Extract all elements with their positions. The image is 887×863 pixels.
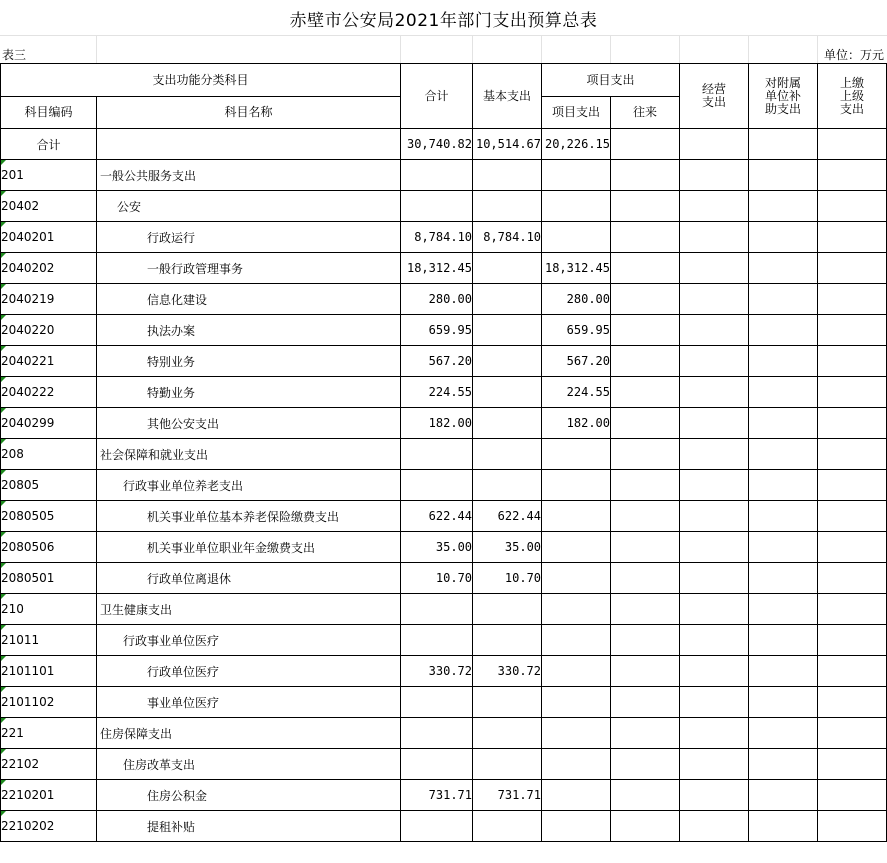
row-code: 21011 — [1, 625, 97, 656]
row-business — [680, 408, 749, 439]
row-transfer — [611, 160, 680, 191]
header-business-text: 经营支出 — [702, 82, 727, 109]
row-transfer — [611, 377, 680, 408]
row-code: 201 — [1, 160, 97, 191]
row-basic: 622.44 — [473, 501, 542, 532]
summary-upper — [818, 129, 887, 160]
row-total: 224.55 — [401, 377, 473, 408]
header-subsidy-text: 对附属单位补助支出 — [765, 75, 802, 116]
row-basic — [473, 687, 542, 718]
row-business — [680, 780, 749, 811]
row-project — [542, 501, 611, 532]
summary-row — [1, 129, 887, 160]
row-subsidy — [749, 470, 818, 501]
row-business — [680, 811, 749, 842]
row-name: 信息化建设 — [97, 284, 401, 315]
row-total: 659.95 — [401, 315, 473, 346]
row-subsidy — [749, 594, 818, 625]
row-subsidy — [749, 191, 818, 222]
row-upper — [818, 532, 887, 563]
row-upper — [818, 377, 887, 408]
row-total — [401, 718, 473, 749]
summary-name-cell — [97, 129, 401, 160]
row-business — [680, 625, 749, 656]
row-project: 280.00 — [542, 284, 611, 315]
row-business — [680, 439, 749, 470]
row-code: 210 — [1, 594, 97, 625]
table-row — [1, 408, 887, 439]
row-transfer — [611, 439, 680, 470]
row-code: 2040220 — [1, 315, 97, 346]
row-total: 567.20 — [401, 346, 473, 377]
row-total — [401, 191, 473, 222]
row-project: 224.55 — [542, 377, 611, 408]
table-row — [1, 315, 887, 346]
row-basic — [473, 625, 542, 656]
header-project-group: 项目支出 — [542, 64, 680, 97]
row-upper — [818, 780, 887, 811]
row-total: 731.71 — [401, 780, 473, 811]
row-transfer — [611, 346, 680, 377]
row-business — [680, 160, 749, 191]
row-basic — [473, 594, 542, 625]
table-label: 表三 — [2, 48, 27, 62]
row-subsidy — [749, 284, 818, 315]
grid-line — [748, 36, 749, 64]
row-total — [401, 625, 473, 656]
summary-project: 20,226.15 — [542, 129, 611, 160]
row-project — [542, 687, 611, 718]
table-row — [1, 811, 887, 842]
row-basic — [473, 191, 542, 222]
row-name: 其他公安支出 — [97, 408, 401, 439]
row-project — [542, 780, 611, 811]
row-basic — [473, 470, 542, 501]
row-subsidy — [749, 656, 818, 687]
row-transfer — [611, 501, 680, 532]
row-total — [401, 687, 473, 718]
table-row — [1, 532, 887, 563]
row-business — [680, 563, 749, 594]
row-project — [542, 718, 611, 749]
row-name: 社会保障和就业支出 — [97, 439, 401, 470]
row-name: 住房保障支出 — [97, 718, 401, 749]
row-transfer — [611, 284, 680, 315]
row-name: 提租补贴 — [97, 811, 401, 842]
row-subsidy — [749, 160, 818, 191]
row-name: 行政运行 — [97, 222, 401, 253]
row-name: 行政单位医疗 — [97, 656, 401, 687]
summary-transfer — [611, 129, 680, 160]
row-subsidy — [749, 253, 818, 284]
row-basic — [473, 718, 542, 749]
row-basic — [473, 439, 542, 470]
table-row — [1, 222, 887, 253]
row-business — [680, 284, 749, 315]
row-project: 18,312.45 — [542, 253, 611, 284]
row-business — [680, 253, 749, 284]
row-name: 卫生健康支出 — [97, 594, 401, 625]
grid-line — [817, 36, 818, 64]
row-subsidy — [749, 563, 818, 594]
row-basic: 10.70 — [473, 563, 542, 594]
row-total: 622.44 — [401, 501, 473, 532]
row-transfer — [611, 625, 680, 656]
row-subsidy — [749, 315, 818, 346]
table-row — [1, 439, 887, 470]
table-row — [1, 656, 887, 687]
row-upper — [818, 811, 887, 842]
row-transfer — [611, 594, 680, 625]
row-business — [680, 656, 749, 687]
row-name: 行政单位离退休 — [97, 563, 401, 594]
row-basic — [473, 160, 542, 191]
header-upper — [818, 64, 887, 129]
table-row — [1, 718, 887, 749]
row-project — [542, 563, 611, 594]
row-business — [680, 532, 749, 563]
row-upper — [818, 439, 887, 470]
row-transfer — [611, 408, 680, 439]
row-business — [680, 346, 749, 377]
row-total: 280.00 — [401, 284, 473, 315]
row-upper — [818, 687, 887, 718]
row-code: 2101101 — [1, 656, 97, 687]
row-upper — [818, 749, 887, 780]
grid-line — [472, 36, 473, 64]
row-basic — [473, 811, 542, 842]
row-code: 221 — [1, 718, 97, 749]
row-project — [542, 594, 611, 625]
table-row — [1, 284, 887, 315]
header-transfer: 往来 — [611, 97, 680, 129]
header-basic: 基本支出 — [473, 64, 542, 129]
row-business — [680, 191, 749, 222]
row-project — [542, 222, 611, 253]
row-total: 18,312.45 — [401, 253, 473, 284]
row-code: 2040222 — [1, 377, 97, 408]
row-project — [542, 749, 611, 780]
row-code: 2040201 — [1, 222, 97, 253]
row-project: 659.95 — [542, 315, 611, 346]
row-code: 2210202 — [1, 811, 97, 842]
row-basic — [473, 749, 542, 780]
summary-subsidy — [749, 129, 818, 160]
row-name: 特别业务 — [97, 346, 401, 377]
table-body — [1, 129, 887, 842]
grid-line — [400, 36, 401, 64]
header-name: 科目名称 — [97, 97, 401, 129]
row-code: 2080505 — [1, 501, 97, 532]
row-business — [680, 749, 749, 780]
row-code: 2040299 — [1, 408, 97, 439]
row-name: 行政事业单位医疗 — [97, 625, 401, 656]
row-upper — [818, 563, 887, 594]
row-total — [401, 594, 473, 625]
row-upper — [818, 501, 887, 532]
row-project — [542, 656, 611, 687]
row-subsidy — [749, 811, 818, 842]
summary-basic: 10,514.67 — [473, 129, 542, 160]
row-project: 567.20 — [542, 346, 611, 377]
row-upper — [818, 160, 887, 191]
row-upper — [818, 346, 887, 377]
row-transfer — [611, 780, 680, 811]
row-basic — [473, 284, 542, 315]
grid-line — [679, 36, 680, 64]
row-name: 行政事业单位养老支出 — [97, 470, 401, 501]
table-row — [1, 749, 887, 780]
header-code: 科目编码 — [1, 97, 97, 129]
row-transfer — [611, 470, 680, 501]
header-business — [680, 64, 749, 129]
row-basic — [473, 315, 542, 346]
row-transfer — [611, 749, 680, 780]
row-subsidy — [749, 718, 818, 749]
row-code: 2080506 — [1, 532, 97, 563]
row-subsidy — [749, 408, 818, 439]
row-basic — [473, 253, 542, 284]
table-row — [1, 501, 887, 532]
row-code: 2040219 — [1, 284, 97, 315]
header-category-group: 支出功能分类科目 — [1, 64, 401, 97]
row-project — [542, 160, 611, 191]
row-subsidy — [749, 501, 818, 532]
row-project: 182.00 — [542, 408, 611, 439]
row-basic: 731.71 — [473, 780, 542, 811]
row-name: 事业单位医疗 — [97, 687, 401, 718]
table-row — [1, 625, 887, 656]
row-upper — [818, 408, 887, 439]
row-upper — [818, 656, 887, 687]
unit-label: 单位：万元 — [823, 48, 884, 62]
row-subsidy — [749, 439, 818, 470]
row-transfer — [611, 811, 680, 842]
row-transfer — [611, 191, 680, 222]
row-total — [401, 749, 473, 780]
table-row — [1, 253, 887, 284]
row-subsidy — [749, 687, 818, 718]
row-transfer — [611, 656, 680, 687]
grid-line — [96, 36, 97, 64]
row-basic: 8,784.10 — [473, 222, 542, 253]
row-code: 2080501 — [1, 563, 97, 594]
row-upper — [818, 470, 887, 501]
row-code: 20402 — [1, 191, 97, 222]
row-code: 2101102 — [1, 687, 97, 718]
row-total — [401, 470, 473, 501]
table-row — [1, 377, 887, 408]
row-business — [680, 470, 749, 501]
row-upper — [818, 594, 887, 625]
row-upper — [818, 315, 887, 346]
header-total: 合计 — [401, 64, 473, 129]
row-upper — [818, 718, 887, 749]
header-row-1 — [1, 64, 887, 97]
table-row — [1, 563, 887, 594]
row-total: 8,784.10 — [401, 222, 473, 253]
row-name: 机关事业单位职业年金缴费支出 — [97, 532, 401, 563]
header-project: 项目支出 — [542, 97, 611, 129]
header-subsidy — [749, 64, 818, 129]
row-subsidy — [749, 749, 818, 780]
row-basic: 330.72 — [473, 656, 542, 687]
page-title: 赤壁市公安局2021年部门支出预算总表 — [289, 10, 598, 31]
budget-table — [0, 63, 887, 842]
row-business — [680, 377, 749, 408]
row-transfer — [611, 718, 680, 749]
row-business — [680, 501, 749, 532]
table-row — [1, 346, 887, 377]
row-code: 2040202 — [1, 253, 97, 284]
row-basic: 35.00 — [473, 532, 542, 563]
header-upper-text: 上缴上级支出 — [840, 75, 865, 116]
row-transfer — [611, 532, 680, 563]
summary-business — [680, 129, 749, 160]
row-code: 2210201 — [1, 780, 97, 811]
row-name: 一般公共服务支出 — [97, 160, 401, 191]
row-code: 22102 — [1, 749, 97, 780]
row-total — [401, 160, 473, 191]
row-subsidy — [749, 222, 818, 253]
row-total — [401, 439, 473, 470]
table-row — [1, 191, 887, 222]
row-project — [542, 191, 611, 222]
table-row — [1, 687, 887, 718]
row-total: 330.72 — [401, 656, 473, 687]
row-basic — [473, 408, 542, 439]
row-code: 20805 — [1, 470, 97, 501]
row-upper — [818, 625, 887, 656]
row-name: 机关事业单位基本养老保险缴费支出 — [97, 501, 401, 532]
row-subsidy — [749, 780, 818, 811]
row-total — [401, 811, 473, 842]
row-total: 35.00 — [401, 532, 473, 563]
row-upper — [818, 191, 887, 222]
row-code: 2040221 — [1, 346, 97, 377]
summary-total: 30,740.82 — [401, 129, 473, 160]
row-subsidy — [749, 532, 818, 563]
summary-label: 合计 — [1, 129, 97, 160]
row-subsidy — [749, 625, 818, 656]
row-business — [680, 222, 749, 253]
table-row — [1, 780, 887, 811]
row-total: 10.70 — [401, 563, 473, 594]
row-project — [542, 532, 611, 563]
row-business — [680, 718, 749, 749]
row-upper — [818, 284, 887, 315]
row-subsidy — [749, 377, 818, 408]
row-basic — [473, 377, 542, 408]
row-transfer — [611, 315, 680, 346]
row-business — [680, 315, 749, 346]
row-name: 执法办案 — [97, 315, 401, 346]
grid-line — [541, 36, 542, 64]
table-row — [1, 594, 887, 625]
row-name: 公安 — [97, 191, 401, 222]
row-project — [542, 470, 611, 501]
row-basic — [473, 346, 542, 377]
row-upper — [818, 253, 887, 284]
row-name: 住房改革支出 — [97, 749, 401, 780]
row-project — [542, 625, 611, 656]
row-name: 住房公积金 — [97, 780, 401, 811]
table-row — [1, 160, 887, 191]
row-code: 208 — [1, 439, 97, 470]
row-business — [680, 594, 749, 625]
row-name: 一般行政管理事务 — [97, 253, 401, 284]
row-project — [542, 439, 611, 470]
row-transfer — [611, 563, 680, 594]
grid-line — [610, 36, 611, 64]
row-business — [680, 687, 749, 718]
row-upper — [818, 222, 887, 253]
row-transfer — [611, 222, 680, 253]
row-name: 特勤业务 — [97, 377, 401, 408]
row-subsidy — [749, 346, 818, 377]
row-total: 182.00 — [401, 408, 473, 439]
row-transfer — [611, 253, 680, 284]
row-project — [542, 811, 611, 842]
table-row — [1, 470, 887, 501]
row-transfer — [611, 687, 680, 718]
